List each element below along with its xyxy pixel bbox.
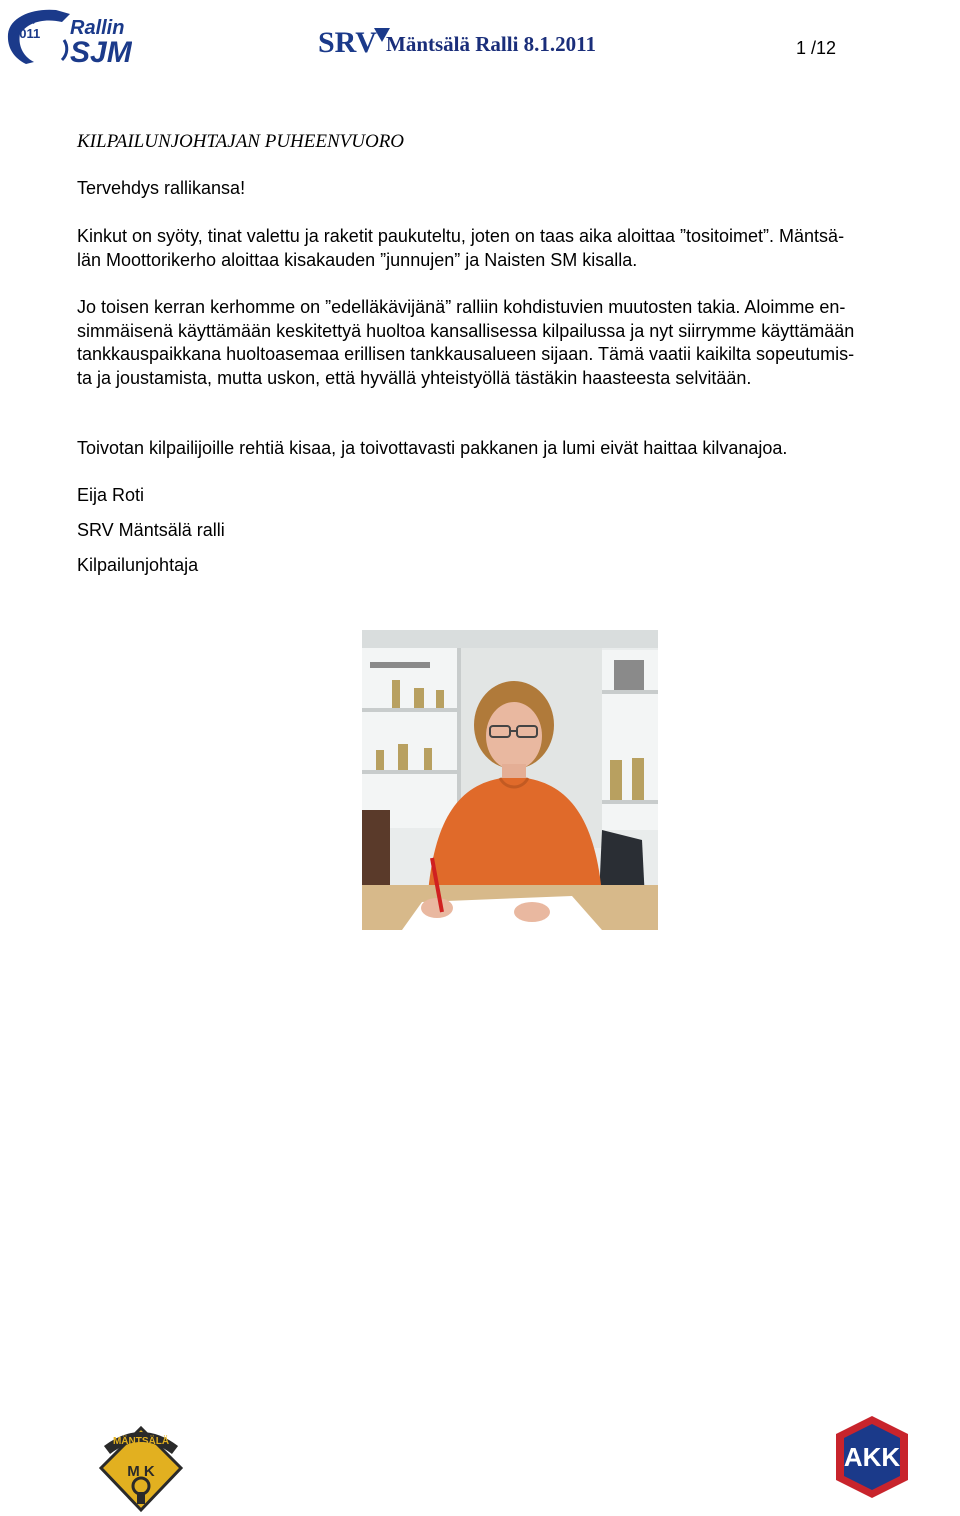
signature-organization: SRV Mäntsälä ralli <box>77 520 225 540</box>
srv-logo-text: SRV <box>318 26 377 56</box>
greeting: Tervehdys rallikansa! <box>77 178 246 198</box>
paragraph-1-line: Kinkut on syöty, tinat valettu ja raketit paukuteltu, joten on taas aika aloittaa ”tositoimet”. Mäntsä- <box>77 226 845 246</box>
header-title: Mäntsälä Ralli 8.1.2011 <box>386 32 597 56</box>
paragraph-2 <box>77 296 957 390</box>
paragraph-2-line: Jo toisen kerran kerhomme on ”edelläkävijänä” ralliin kohdistuvien muutosten takia. Aloimme en- <box>77 297 846 317</box>
mantsala-mk-logo <box>93 1422 189 1514</box>
logo-year: 2011 <box>12 26 41 41</box>
paragraph-1-line: län Moottorikerho aloittaa kisakauden ”junnujen” ja Naisten SM kisalla. <box>77 249 638 270</box>
signature-role: Kilpailunjohtaja <box>77 555 199 575</box>
paragraph-1 <box>77 225 957 272</box>
paragraph-2-line: tankkauspaikkana huoltoasemaa erillisen tankkausalueen sijaan. Tämä vaatii kaikilta sopeutumis- <box>77 344 855 364</box>
srv-logo <box>318 26 390 56</box>
paragraph-3: Toivotan kilpailijoille rehtiä kisaa, ja toivottavasti pakkanen ja lumi eivät haittaa kilvanajoa. <box>77 438 788 458</box>
page-number: 1 /12 <box>796 38 837 58</box>
logo-word-rallin: Rallin <box>70 17 125 39</box>
rallin-sjm-logo <box>4 4 132 68</box>
director-photo <box>362 630 658 930</box>
mk-logo-letters: M K <box>127 1463 155 1480</box>
akk-logo <box>832 1414 912 1500</box>
section-heading: KILPAILUNJOHTAJAN PUHEENVUORO <box>77 131 405 152</box>
logo-word-sjm: SJM <box>70 36 132 68</box>
paragraph-2-line: simmäisenä käyttämään keskitettyä huoltoa kansallisessa kilpailussa ja nyt siirrymme käyttämään <box>77 320 855 341</box>
akk-logo-text: AKK <box>843 1442 901 1472</box>
mk-logo-title: MÄNTSÄLÄ <box>112 1436 170 1447</box>
signature-name: Eija Roti <box>77 485 145 505</box>
paragraph-2-line: ta ja joustamista, mutta uskon, että hyvällä yhteistyöllä tästäkin haasteesta selvitään. <box>77 367 752 388</box>
